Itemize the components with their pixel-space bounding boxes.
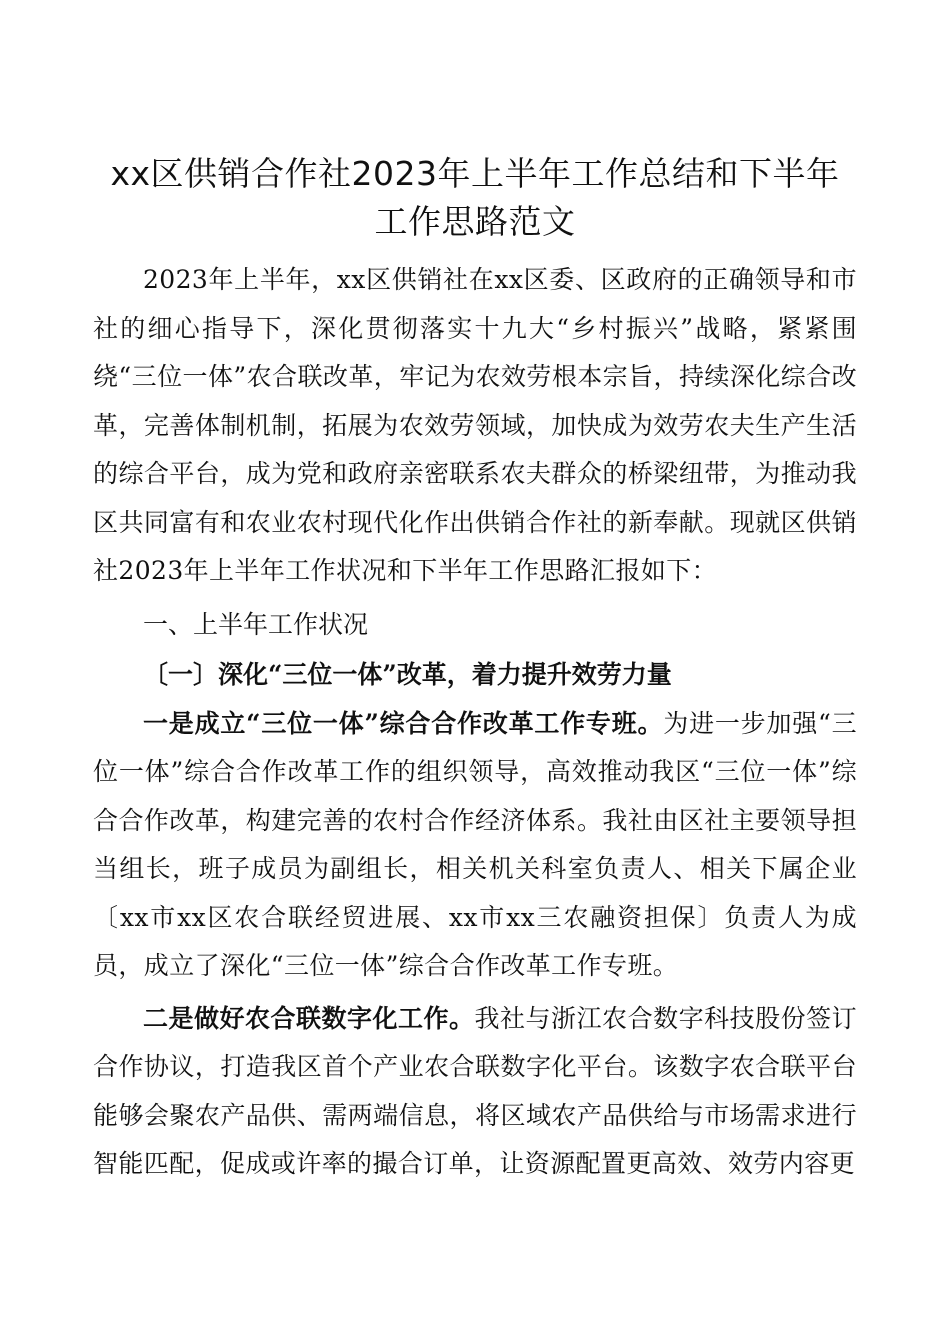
title-line-1: xx区供销合作社2023年上半年工作总结和下半年 xyxy=(110,154,840,193)
item-2-text: 我社与浙江农合数字科技股份签订合作协议，打造我区首个产业农合联数字化平台。该数字农合联平台能够会聚农产品供、需两端信息，将区域农产品供给与市场需求进行智能匹配，促成或许率的撮合订单，让资源配置更高效、效劳内容更 xyxy=(93,1003,857,1178)
document-title xyxy=(93,150,857,246)
section-heading: 一、上半年工作状况 xyxy=(143,609,369,639)
intro-paragraph: 2023年上半年，xx区供销社在xx区委、区政府的正确领导和市社的细心指导下，深化贯彻落实十九大“乡村振兴”战略，紧紧围绕“三位一体”农合联改革，牢记为农效劳根本宗旨，持续深化综合改革，完善体制机制，拓展为农效劳领域，加快成为效劳农夫生产生活的综合平台，成为党和政府亲密联系农夫群众的桥梁纽带，为推动我区共同富有和农业农村现代化作出供销合作社的新奉献。现就区供销社2023年上半年工作状况和下半年工作思路汇报如下： xyxy=(93,265,857,585)
item-2-lead: 二是做好农合联数字化工作。 xyxy=(143,1003,475,1033)
item-2-paragraph xyxy=(93,995,857,1189)
item-1-text: 为进一步加强“三位一体”综合合作改革工作的组织领导，高效推动我区“三位一体”综合合作改革，构建完善的农村合作经济体系。我社由区社主要领导担当组长，班子成员为副组长，相关机关科室负责人、相关下属企业〔xx市xx区农合联经贸进展、xx市xx三农融资担保〕负责人为成员，成立了深化“三位一体”综合合作改革工作专班。 xyxy=(93,708,857,980)
item-1-lead: 一是成立“三位一体”综合合作改革工作专班。 xyxy=(143,708,664,738)
document-body xyxy=(93,256,857,1189)
title-line-2: 工作思路范文 xyxy=(374,202,576,241)
document-page xyxy=(93,150,857,1189)
subsection-heading: 〔一〕深化“三位一体”改革，着力提升效劳力量 xyxy=(143,659,672,689)
item-1-paragraph xyxy=(93,700,857,991)
